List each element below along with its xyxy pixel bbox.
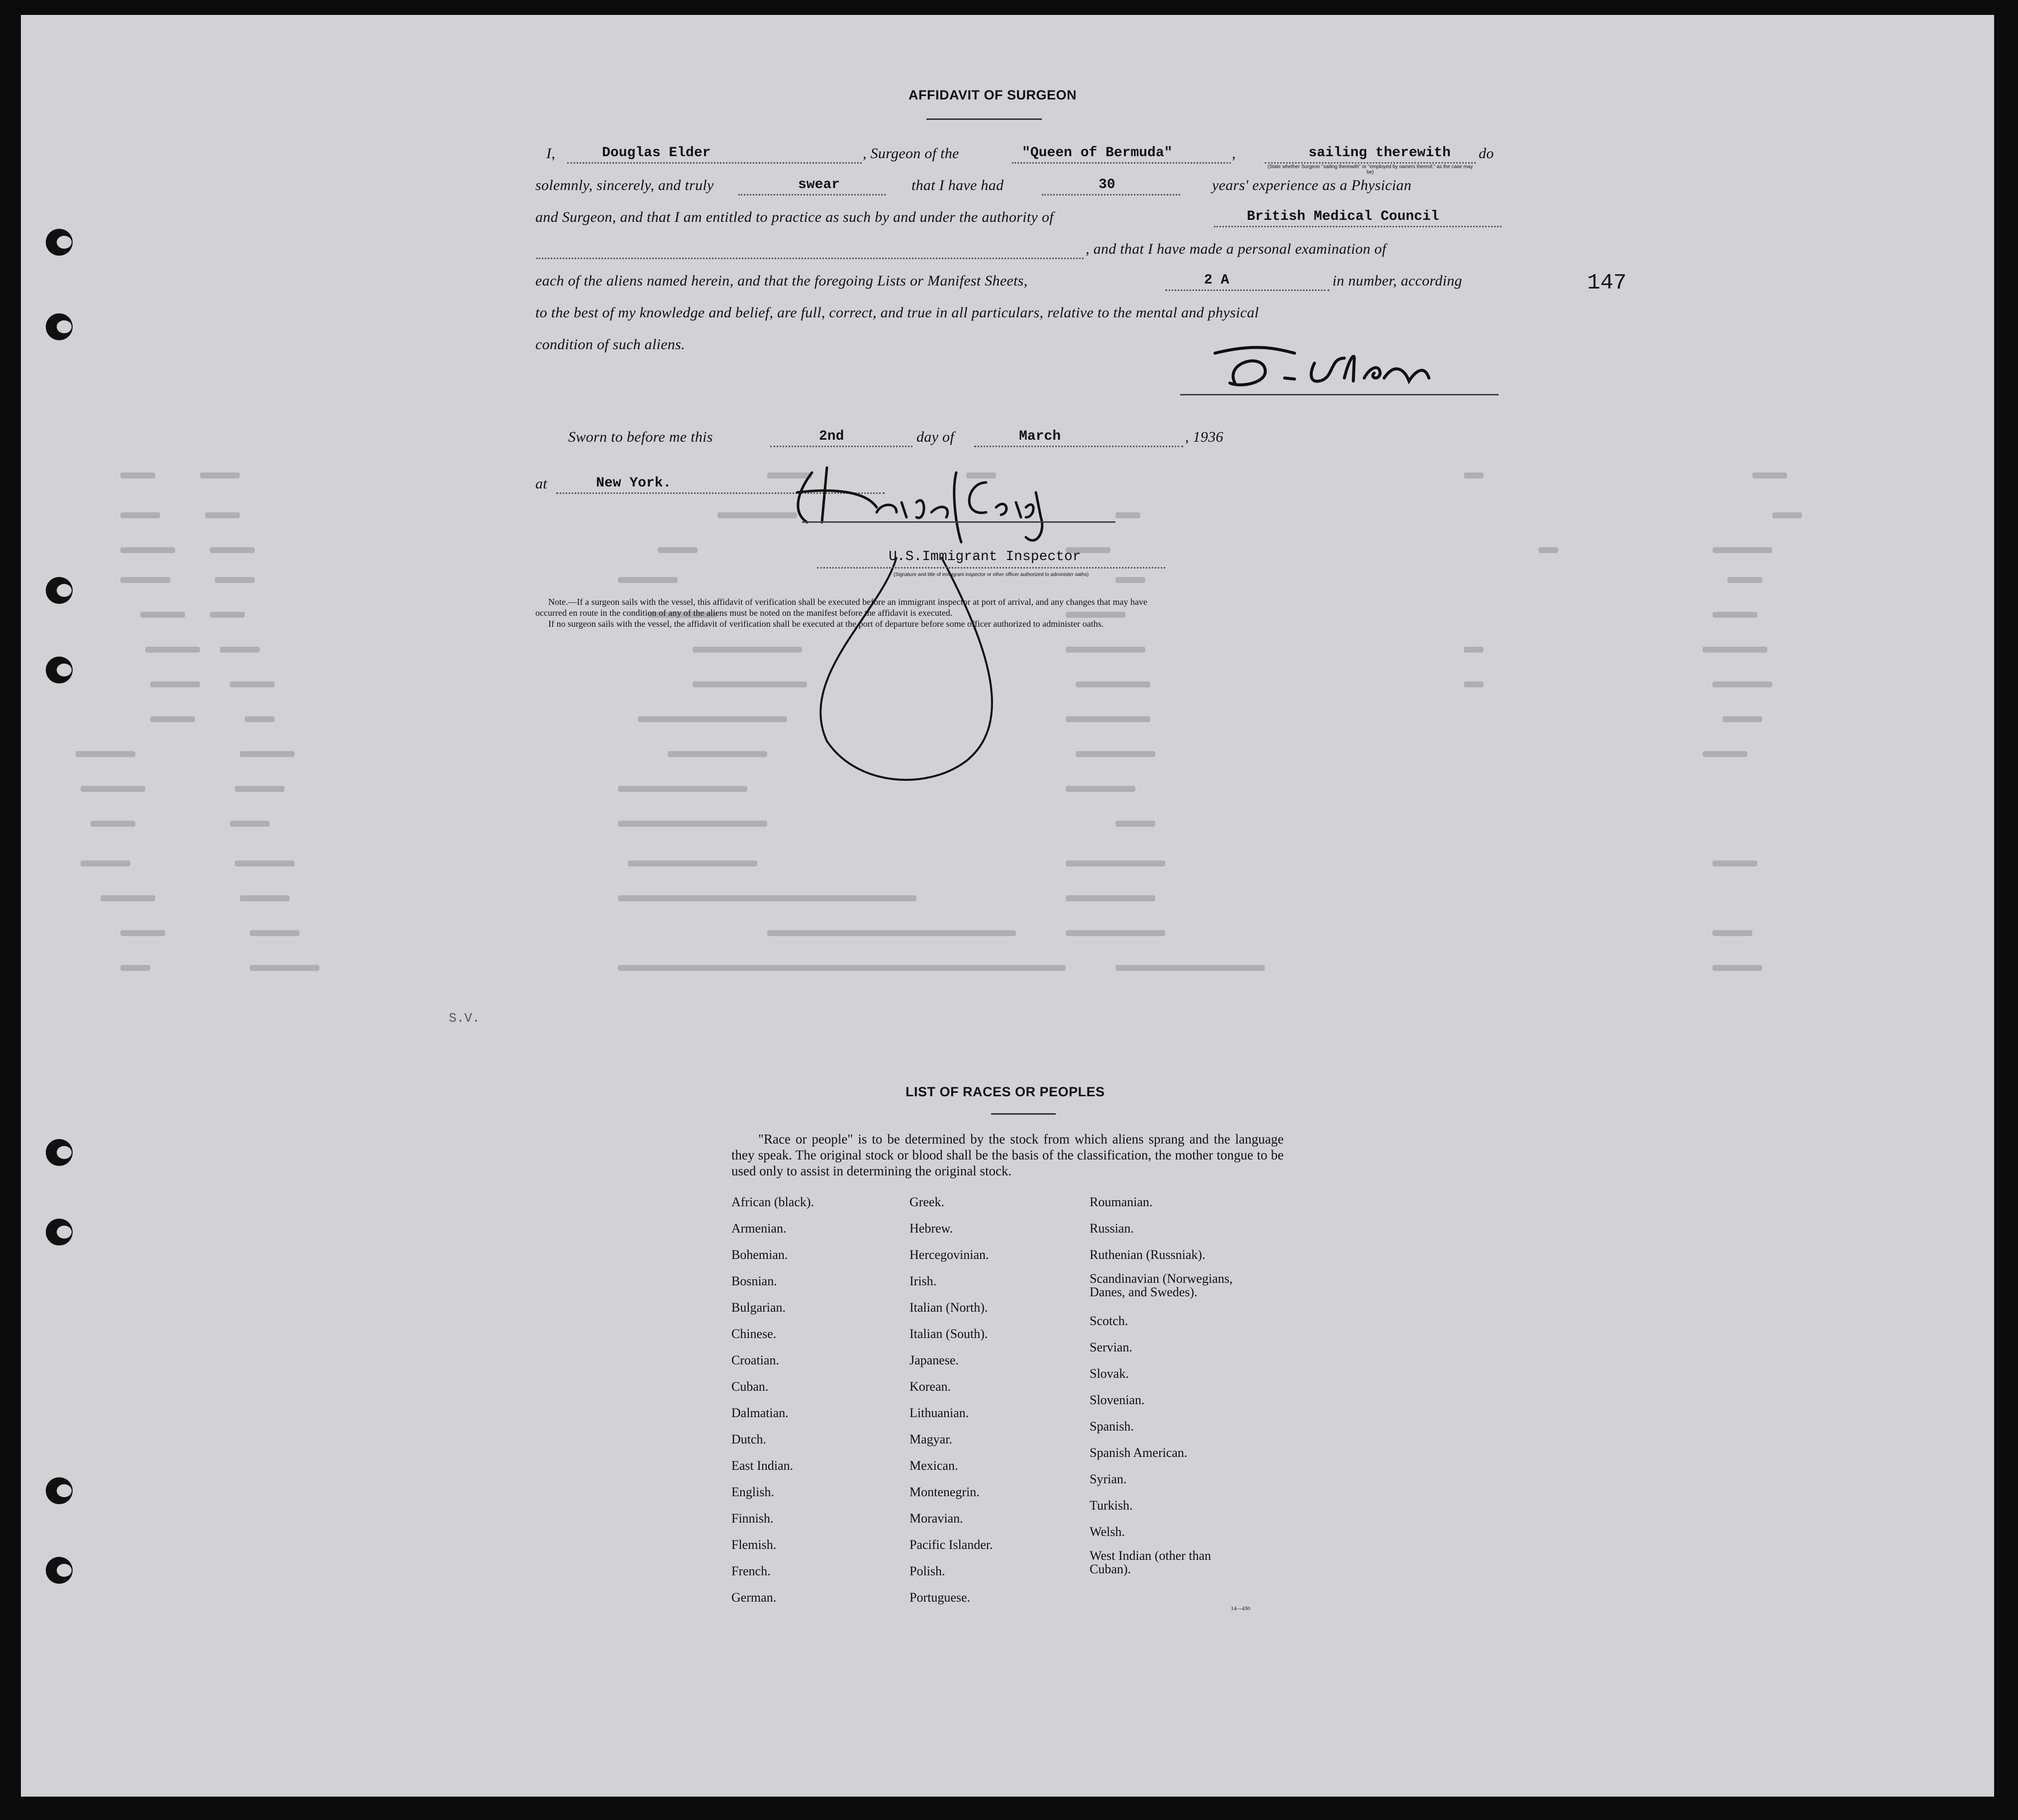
race-item: Roumanian. xyxy=(1090,1195,1153,1209)
race-item: Scotch. xyxy=(1090,1314,1128,1328)
authority-blank-2 xyxy=(536,258,1084,259)
race-item: Greek. xyxy=(909,1195,945,1209)
sailing-status: sailing therewith xyxy=(1309,145,1451,161)
race-item: East Indian. xyxy=(731,1458,794,1473)
text-comma: , xyxy=(1232,145,1236,162)
sheets-blank xyxy=(1165,289,1329,291)
race-item: Japanese. xyxy=(909,1353,959,1367)
name-blank xyxy=(567,162,862,164)
inspector-signature xyxy=(777,463,1135,841)
race-item: Russian. xyxy=(1090,1221,1134,1236)
race-item: Italian (North). xyxy=(909,1300,988,1315)
surgeon-name: Douglas Elder xyxy=(602,145,711,161)
races-column-3 xyxy=(1090,1189,1259,1585)
surgeon-signature xyxy=(1195,333,1474,403)
race-item: West Indian (other than Cuban). xyxy=(1090,1548,1211,1576)
race-item: Dutch. xyxy=(731,1432,767,1446)
inspector-title-line xyxy=(817,567,1165,569)
note-line-1: Note.—If a surgeon sails with the vessel, this affidavit of verification shall be executed before an immigrant inspector at port of arrival, and any changes that may have xyxy=(548,597,1147,607)
races-intro: "Race or people" is to be determined by the stock from which aliens sprang and the language they speak. The original stock or blood shall be the basis of the classification, the mother tongue to be used only to assist in determining the original stock. xyxy=(731,1132,1284,1178)
races-title-rule xyxy=(991,1113,1056,1115)
text-at: at xyxy=(535,476,547,492)
race-item: Portuguese. xyxy=(909,1590,971,1605)
race-item: English. xyxy=(731,1485,774,1499)
race-item: Welsh. xyxy=(1090,1525,1125,1539)
race-item: Lithuanian. xyxy=(909,1406,969,1420)
race-item: Korean. xyxy=(909,1379,951,1394)
race-item: Bohemian. xyxy=(731,1247,788,1262)
note-line-2: occurred en route in the condition of any of the aliens must be noted on the manifest before the affidavit is executed. xyxy=(535,608,953,618)
text-surgeon-of-the: , Surgeon of the xyxy=(863,145,959,162)
text-condition: condition of such aliens. xyxy=(535,336,685,353)
authority-value: British Medical Council xyxy=(1247,209,1439,224)
inspector-title: U.S.Immigrant Inspector xyxy=(889,549,1081,565)
race-item: Italian (South). xyxy=(909,1327,988,1341)
race-item: Magyar. xyxy=(909,1432,952,1446)
race-item: Bulgarian. xyxy=(731,1300,786,1315)
race-item: Hercegovinian. xyxy=(909,1247,989,1262)
page-number: 147 xyxy=(1587,271,1627,295)
race-item: Cuban. xyxy=(731,1379,769,1394)
race-item: Mexican. xyxy=(909,1458,958,1473)
race-item: Pacific Islander. xyxy=(909,1537,993,1552)
race-item: Turkish. xyxy=(1090,1498,1133,1513)
text-i: I, xyxy=(546,145,556,162)
inspector-signature-line xyxy=(802,521,1115,523)
punch-hole xyxy=(46,657,73,683)
race-item: Spanish American. xyxy=(1090,1445,1188,1460)
text-sworn: Sworn to before me this xyxy=(568,429,713,445)
punch-hole xyxy=(46,313,73,340)
races-column-2 xyxy=(909,1189,993,1611)
sheets-value: 2 A xyxy=(1204,273,1229,288)
race-item: Armenian. xyxy=(731,1221,787,1236)
text-best-of-knowledge: to the best of my knowledge and belief, are full, correct, and true in all particulars, relative to the mental and physical xyxy=(535,304,1259,321)
years-value: 30 xyxy=(1099,177,1115,192)
text-that-i-have-had: that I have had xyxy=(911,177,1004,193)
races-column-1 xyxy=(731,1189,814,1611)
race-item: Croatian. xyxy=(731,1353,780,1367)
text-year: , 1936 xyxy=(1185,429,1223,445)
race-item: Spanish. xyxy=(1090,1419,1134,1434)
race-item: Hebrew. xyxy=(909,1221,953,1236)
text-day-of: day of xyxy=(916,429,954,445)
day-value: 2nd xyxy=(819,429,844,444)
form-number: 14—430 xyxy=(1231,1606,1250,1612)
affidavit-title: AFFIDAVIT OF SURGEON xyxy=(908,88,1077,102)
race-item: Servian. xyxy=(1090,1340,1132,1354)
text-each-of-aliens: each of the aliens named herein, and that the foregoing Lists or Manifest Sheets, xyxy=(535,273,1028,289)
race-item: African (black). xyxy=(731,1195,814,1209)
day-blank xyxy=(770,446,912,447)
race-item: Flemish. xyxy=(731,1537,777,1552)
punch-hole xyxy=(46,1477,73,1504)
oath-word: swear xyxy=(798,177,840,192)
race-item: Montenegrin. xyxy=(909,1485,980,1499)
oath-blank xyxy=(738,194,886,195)
text-examination: , and that I have made a personal examination of xyxy=(1086,241,1387,257)
race-item: Slovenian. xyxy=(1090,1393,1145,1407)
punch-hole xyxy=(46,229,73,256)
punch-hole xyxy=(46,1219,73,1245)
race-item: Scandinavian (Norwegians, Danes, and Swedes). xyxy=(1090,1271,1233,1299)
bleedthrough-mark: S.V. xyxy=(449,1011,480,1026)
document-page xyxy=(21,15,1994,1797)
race-item: French. xyxy=(731,1564,771,1578)
race-item: Polish. xyxy=(909,1564,945,1578)
text-do: do xyxy=(1479,145,1494,162)
punch-hole xyxy=(46,1139,73,1166)
race-item: Moravian. xyxy=(909,1511,963,1526)
month-value: March xyxy=(1019,429,1061,444)
race-item: Slovak. xyxy=(1090,1366,1129,1381)
status-instruction: (State whether Surgeon "sailing therewith" or "employed by owners thereof," as the case may be) xyxy=(1267,164,1473,175)
month-blank xyxy=(974,446,1183,447)
race-item: Chinese. xyxy=(731,1327,777,1341)
status-blank xyxy=(1265,162,1476,164)
race-item: Ruthenian (Russniak). xyxy=(1090,1247,1206,1262)
race-item: German. xyxy=(731,1590,777,1605)
years-blank xyxy=(1042,194,1180,195)
punch-hole xyxy=(46,577,73,604)
race-item: Dalmatian. xyxy=(731,1406,789,1420)
inspector-caption: (Signature and title of immigrant inspector or other officer authorized to administer oaths) xyxy=(893,572,1089,577)
place-value: New York. xyxy=(596,476,672,491)
ship-name: "Queen of Bermuda" xyxy=(1022,145,1173,161)
surgeon-signature-line xyxy=(1180,394,1499,395)
text-and-surgeon: and Surgeon, and that I am entitled to practice as such by and under the authority of xyxy=(535,209,1054,225)
text-in-number: in number, according xyxy=(1332,273,1462,289)
race-item: Finnish. xyxy=(731,1511,774,1526)
race-item: Bosnian. xyxy=(731,1274,777,1288)
races-title: LIST OF RACES OR PEOPLES xyxy=(906,1084,1105,1099)
text-solemnly: solemnly, sincerely, and truly xyxy=(535,177,714,193)
title-rule xyxy=(926,118,1042,120)
authority-blank xyxy=(1214,226,1502,227)
race-item: Syrian. xyxy=(1090,1472,1127,1486)
text-years-experience: years' experience as a Physician xyxy=(1212,177,1412,193)
note-line-3: If no surgeon sails with the vessel, the affidavit of verification shall be executed at the port of departure before some officer authorized to administer oaths. xyxy=(548,619,1104,629)
ship-blank xyxy=(1012,162,1231,164)
punch-hole xyxy=(46,1557,73,1584)
race-item: Irish. xyxy=(909,1274,937,1288)
